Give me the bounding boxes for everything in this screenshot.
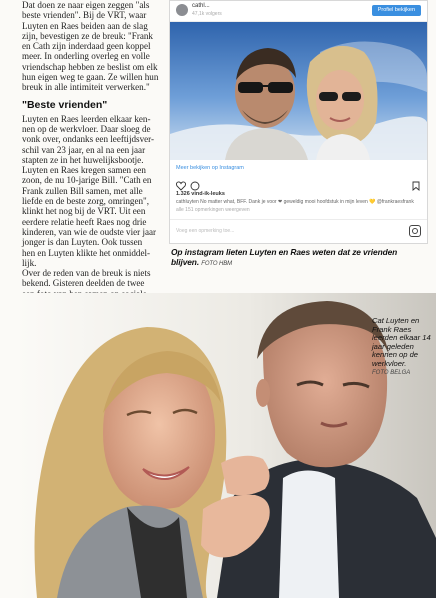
text-line: lijk. <box>22 257 37 268</box>
caption-text: Op instagram lieten Luyten en Raes weten dat ze vrienden blijven. <box>171 247 398 267</box>
text-line: breuk in alle intimiteit verwerken." <box>22 82 150 93</box>
text-line: vonk over, ondanks een leeftijdsver- <box>22 134 155 145</box>
view-more-link[interactable]: Meer bekijken op Instagram <box>176 165 244 171</box>
article-subheading: "Beste vrienden" <box>22 98 108 111</box>
text-line: nen op de werkvloer. Daar sloeg de <box>22 123 151 134</box>
instagram-photo[interactable] <box>170 22 427 160</box>
instagram-logo-icon[interactable] <box>409 225 421 237</box>
heart-icon[interactable] <box>176 182 185 190</box>
instagram-photo-caption <box>171 247 423 269</box>
text-line: liefde en de beste zorg, omringen", <box>22 196 150 207</box>
text-line: Frank zullen Bill samen, met alle <box>22 185 143 196</box>
instagram-username[interactable]: cathl... <box>192 3 210 9</box>
comment-icon[interactable] <box>191 182 199 190</box>
text-line: zijn, bevestigen ze de breuk: "Frank <box>22 30 153 41</box>
text-line: schil van 23 jaar, en al na een jaar <box>22 144 146 155</box>
text-line: Luyten en Raes leerden elkaar ken- <box>22 113 151 124</box>
comment-input[interactable]: Voeg een opmerking toe... <box>176 228 235 234</box>
text-line: zoon, de nu 10-jarige Bill. "Cath en <box>22 175 152 186</box>
bookmark-icon[interactable] <box>413 182 419 190</box>
instagram-actions <box>176 178 421 188</box>
text-line: eerdere relatie heeft Raes nog drie <box>22 216 147 227</box>
selfie-photo-graphic <box>170 22 427 160</box>
text-line: vriendschap hebben ze beslist om elk <box>22 61 158 72</box>
photo-credit: FOTO HBM <box>201 261 233 267</box>
text-line: meer. In onderling overleg en volle <box>22 51 150 62</box>
text-line: bekend. Gisteren deelden de twee <box>22 278 145 289</box>
text-line: Luyten en Raes kregen samen een <box>22 165 146 176</box>
instagram-follower-count: 47,1k volgers <box>192 11 222 17</box>
text-line: beste vrienden". Bij de VRT, waar <box>22 10 147 21</box>
text-line: stapten ze in het huwelijksbootje. <box>22 154 144 165</box>
instagram-embed <box>169 0 428 244</box>
view-profile-button[interactable]: Profiel bekijken <box>372 5 421 16</box>
photo-credit: FOTO BELGA <box>372 369 411 376</box>
likes-count: 1.326 vind-ik-leuks <box>176 191 225 197</box>
text-line: jonger is dan Luyten. Ook tussen <box>22 237 143 248</box>
view-comments-link[interactable]: alle 151 opmerkingen weergeven <box>176 207 250 213</box>
text-line: Luyten en Raes beiden aan de slag <box>22 20 148 31</box>
text-line: hen en Luyten klikte het onmiddel- <box>22 247 151 258</box>
text-line: Dat doen ze naar eigen zeggen "als <box>22 0 150 10</box>
caption-text: Cat Luyten en Frank Raes leerden elkaar 14 jaar geleden kennen op de werkvloer. <box>372 316 431 368</box>
action-icons <box>176 181 421 191</box>
text-line: kinderen, van wie de oudste vier jaar <box>22 226 157 237</box>
text-line: en Cath zijn inderdaad geen koppel <box>22 41 151 52</box>
text-line: Over de reden van de breuk is niets <box>22 268 151 279</box>
couple-photo-caption <box>372 317 434 377</box>
article-intro <box>22 0 162 93</box>
avatar[interactable] <box>176 4 188 16</box>
post-caption: cathluyten No matter what, BFF. Dank je voor ❤ geweldig mooi hoofdstuk in mijn leven 💛 @frankraesfrank <box>176 199 414 205</box>
text-line: klinkt het nog bij de VRT. Uit een <box>22 206 146 217</box>
instagram-footer <box>170 219 427 243</box>
instagram-header <box>170 1 427 22</box>
text-line: hun eigen weg te gaan. Ze willen hun <box>22 72 159 83</box>
